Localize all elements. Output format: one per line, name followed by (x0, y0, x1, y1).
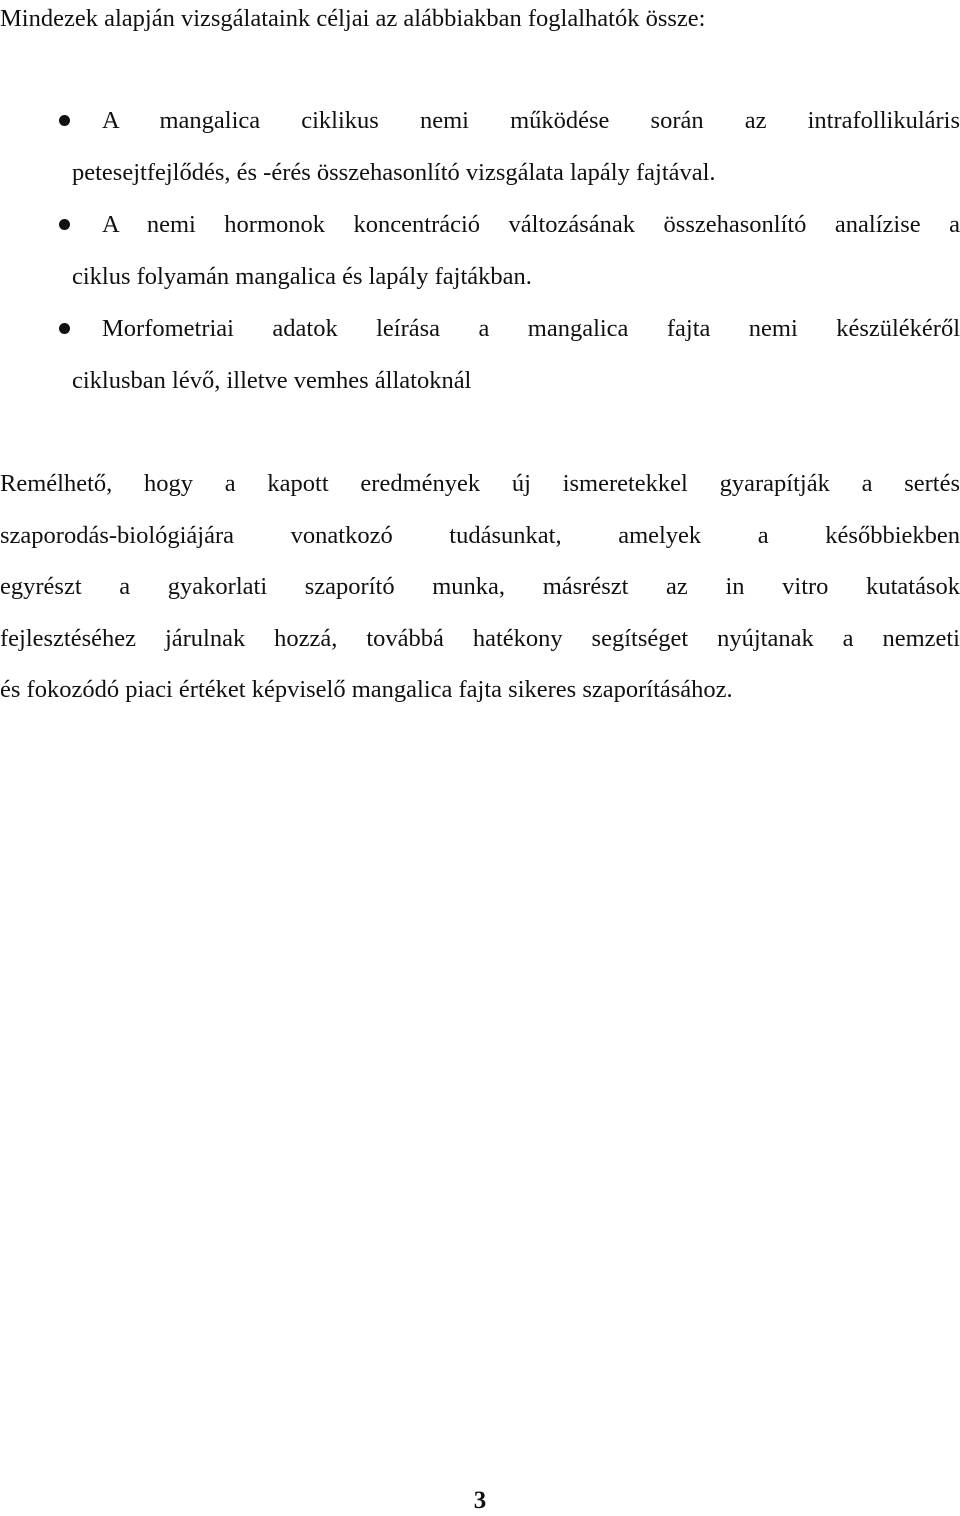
objective-line: A mangalica ciklikus nemi működése során az intrafollikuláris (102, 107, 960, 134)
objective-item (0, 205, 960, 309)
objective-line: ciklusban lévő, illetve vemhes állatoknál (72, 367, 472, 394)
objectives-list (0, 101, 960, 413)
conclusion-paragraph (0, 464, 960, 722)
objective-line: ciklus folyamán mangalica és lapály fajtákban. (72, 263, 532, 290)
paragraph-line: egyrészt a gyakorlati szaporító munka, másrészt az in vitro kutatások (0, 573, 960, 600)
objective-line: Morfometriai adatok leírása a mangalica fajta nemi készülékéről (102, 315, 960, 342)
paragraph-line: Remélhető, hogy a kapott eredmények új ismeretekkel gyarapítják a sertés (0, 470, 960, 497)
intro-sentence: Mindezek alapján vizsgálataink céljai az alábbiakban foglalhatók össze: (0, 5, 706, 32)
objective-item (0, 309, 960, 413)
paragraph-line: szaporodás-biológiájára vonatkozó tudásunkat, amelyek a későbbiekben (0, 521, 960, 549)
paragraph-line: fejlesztéséhez járulnak hozzá, továbbá hatékony segítséget nyújtanak a nemzeti (0, 624, 960, 652)
bullet-icon (59, 219, 70, 230)
bullet-icon (59, 323, 70, 334)
paragraph-line: és fokozódó piaci értéket képviselő mangalica fajta sikeres szaporításához. (0, 676, 733, 703)
objective-item (0, 101, 960, 205)
objective-line: A nemi hormonok koncentráció változásának összehasonlító analízise a (102, 211, 960, 238)
objective-line: petesejtfejlődés, és -érés összehasonlító vizsgálata lapály fajtával. (72, 159, 716, 186)
bullet-icon (59, 115, 70, 126)
page-number: 3 (473, 1487, 487, 1514)
